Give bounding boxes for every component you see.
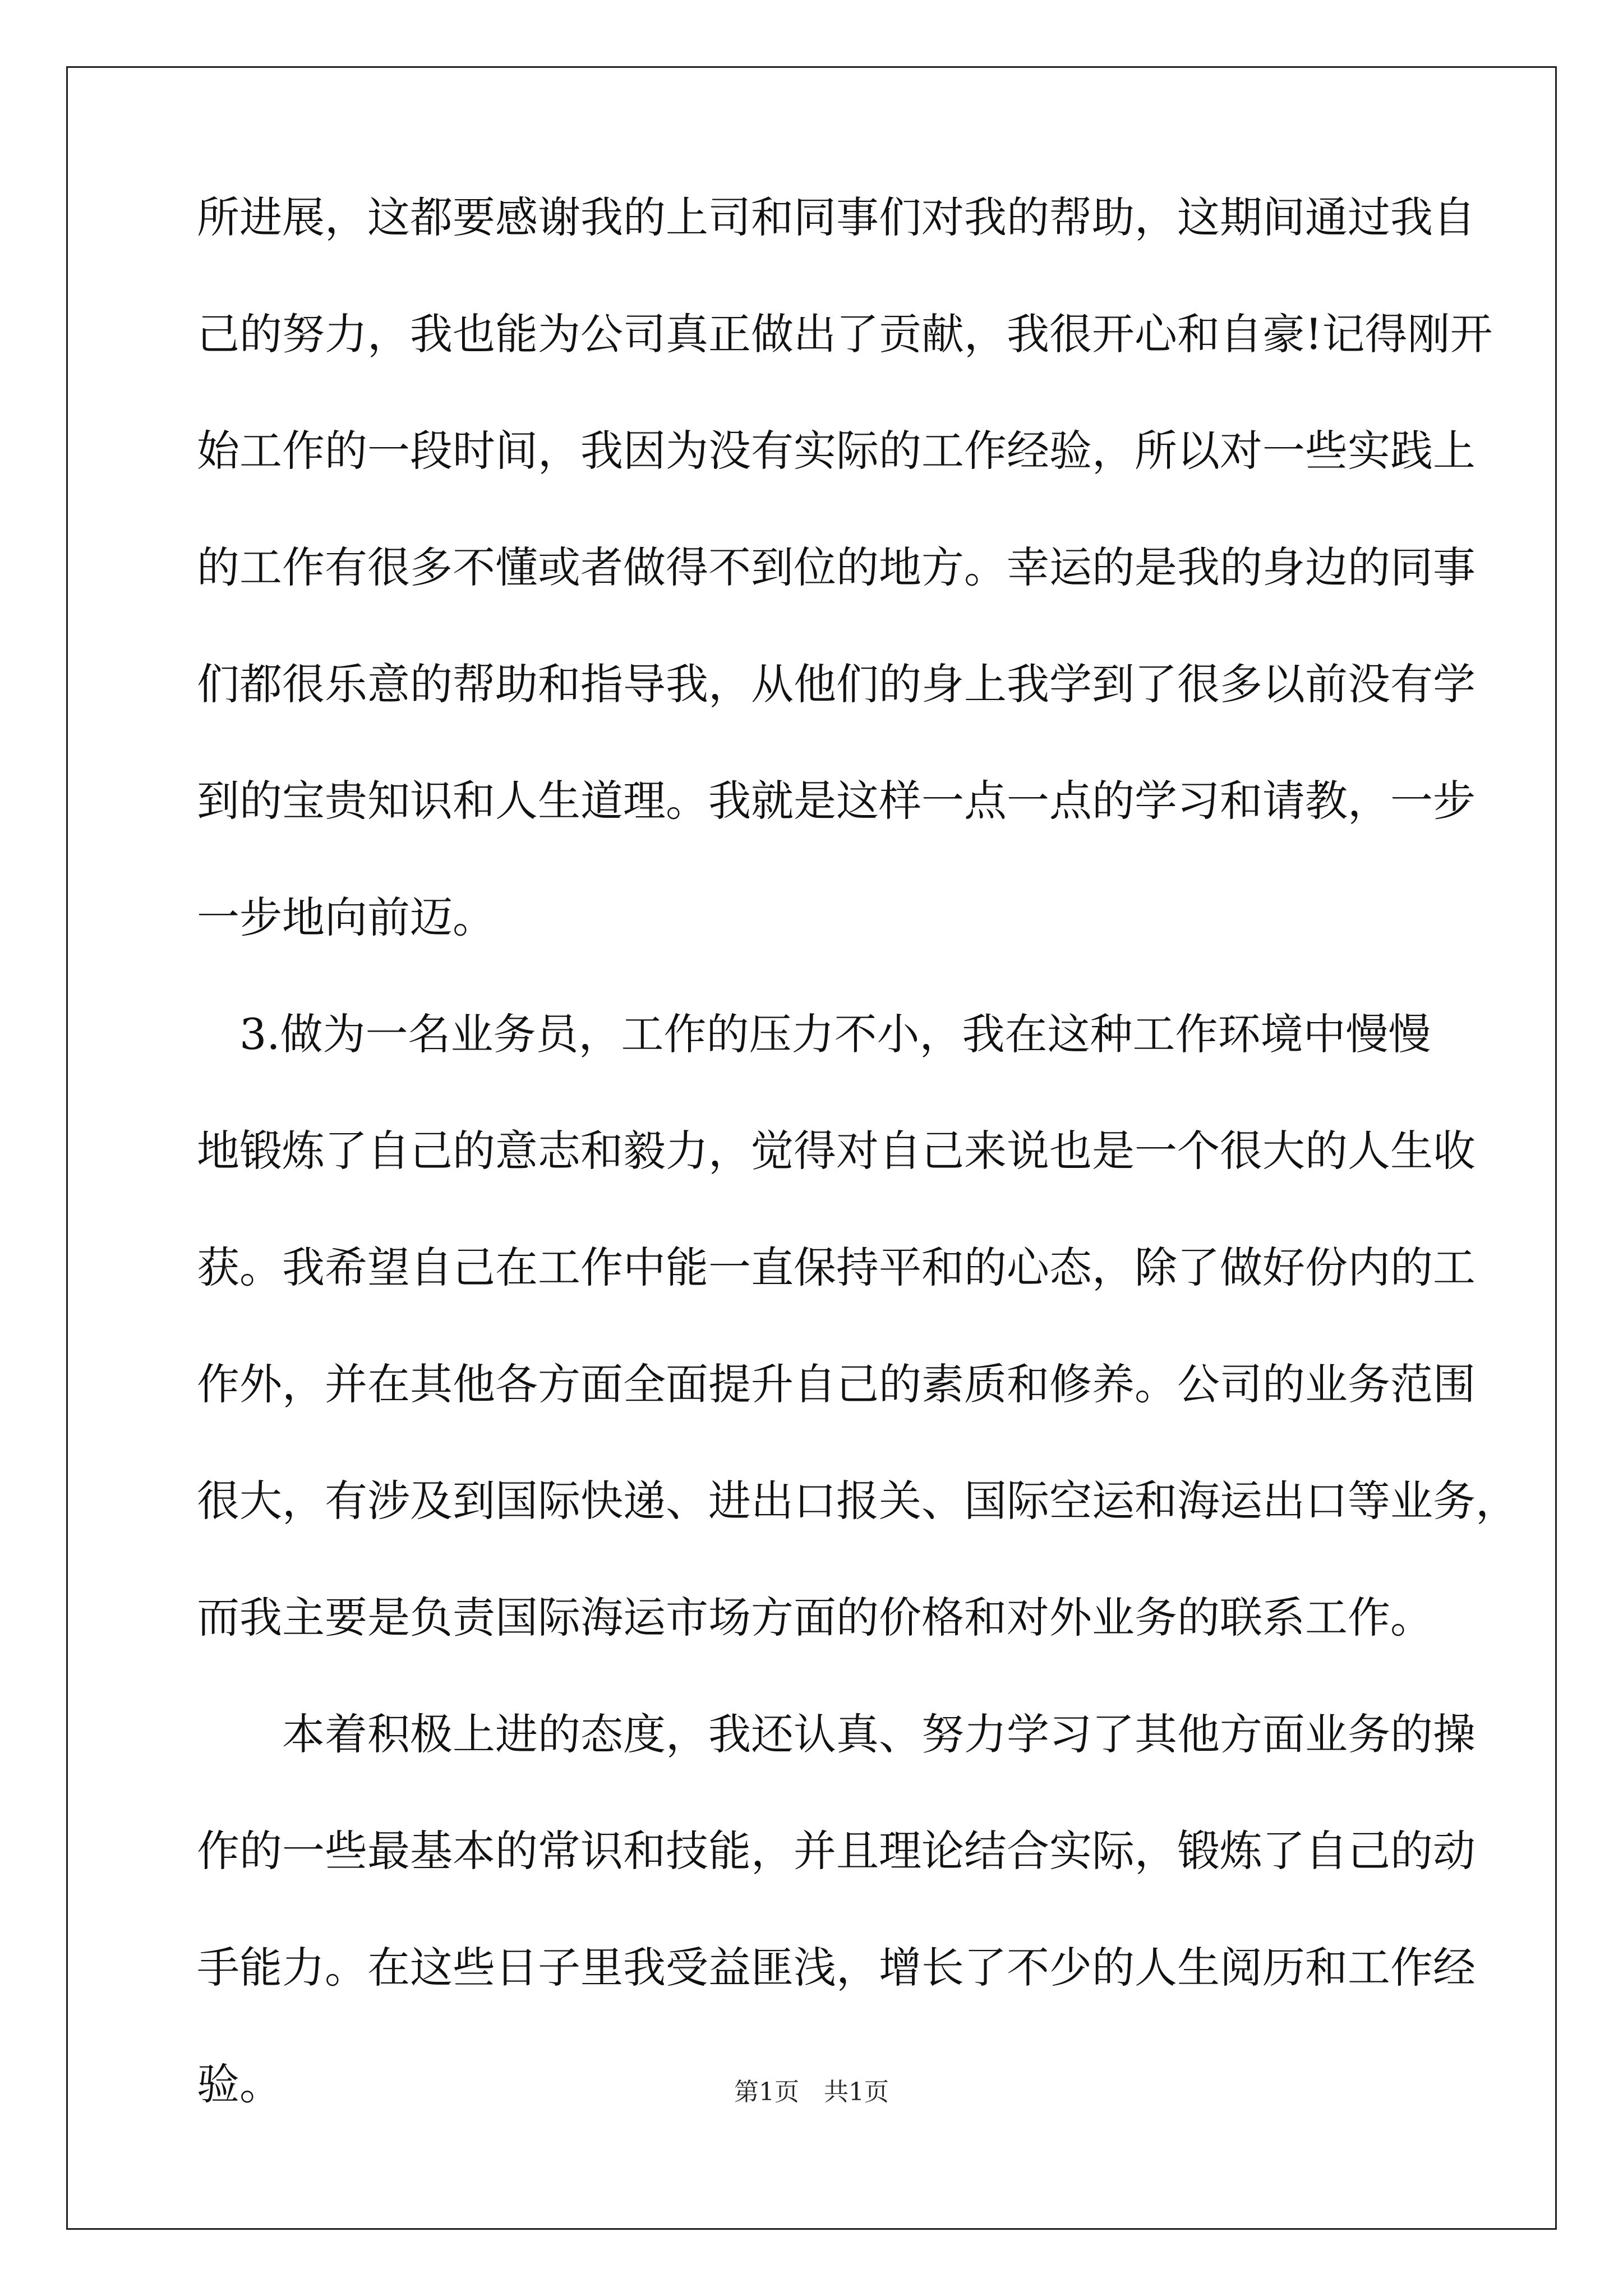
text-line: 作的一些最基本的常识和技能，并且理论结合实际，锻炼了自己的动 (197, 1826, 1476, 1876)
text-line: 一步地向前迈。 (197, 892, 495, 942)
text-line: 很大，有涉及到国际快递、进出口报关、国际空运和海运出口等业务， (197, 1476, 1518, 1526)
text-line: 始工作的一段时间，我因为没有实际的工作经验，所以对一些实践上 (197, 426, 1476, 476)
text-line: 验。 (197, 2059, 282, 2109)
text-line: 3.做为一名业务员，工作的压力不小，我在这种工作环境中慢慢 (197, 1009, 1431, 1059)
page-number: 第1页 共1页 (734, 2078, 889, 2106)
text-line: 们都很乐意的帮助和指导我，从他们的身上我学到了很多以前没有学 (197, 659, 1476, 709)
text-line: 到的宝贵知识和人生道理。我就是这样一点一点的学习和请教，一步 (197, 776, 1476, 826)
text-line: 本着积极上进的态度，我还认真、努力学习了其他方面业务的操 (197, 1709, 1476, 1759)
text-line: 而我主要是负责国际海运市场方面的价格和对外业务的联系工作。 (197, 1593, 1433, 1642)
text-line: 作外，并在其他各方面全面提升自己的素质和修养。公司的业务范围 (197, 1359, 1476, 1409)
text-line: 手能力。在这些日子里我受益匪浅，增长了不少的人生阅历和工作经 (197, 1943, 1476, 1993)
text-line: 获。我希望自己在工作中能一直保持平和的心态，除了做好份内的工 (197, 1243, 1476, 1292)
text-line: 地锻炼了自己的意志和毅力，觉得对自己来说也是一个很大的人生收 (197, 1126, 1476, 1176)
text-line: 己的努力，我也能为公司真正做出了贡献，我很开心和自豪!记得刚开 (197, 309, 1493, 359)
text-line: 的工作有很多不懂或者做得不到位的地方。幸运的是我的身边的同事 (197, 542, 1476, 592)
text-line: 所进展，这都要感谢我的上司和同事们对我的帮助，这期间通过我自 (197, 192, 1476, 242)
